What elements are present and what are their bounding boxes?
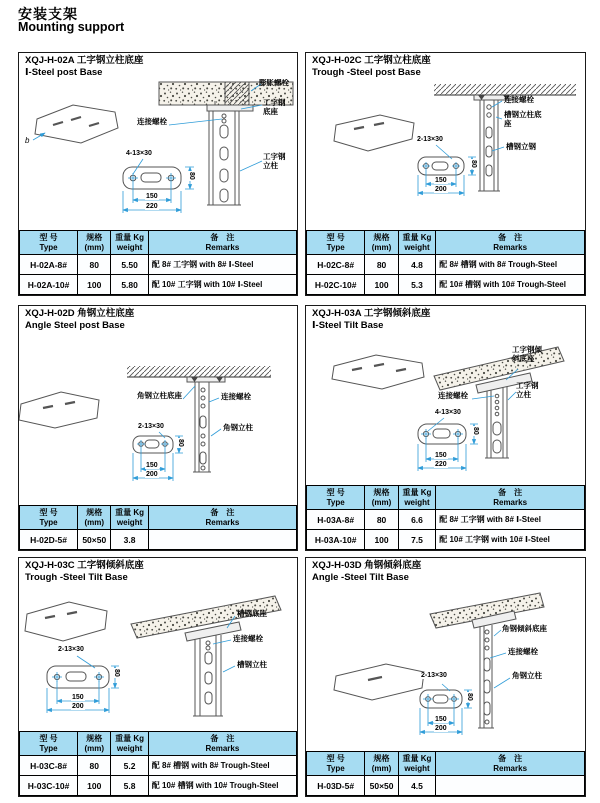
dim-200: 200: [435, 186, 447, 193]
spec-table-02c: [306, 230, 585, 295]
label-connecting-bolt: 连接螺栓: [508, 647, 538, 656]
label-connecting-bolt: 连接螺栓: [233, 634, 263, 643]
col-header-remarks: 备 注 Remarks: [436, 486, 585, 510]
panel-xqj-h-02c: [305, 52, 586, 296]
spec-table-03a: [306, 485, 585, 550]
table-row: H-02C-8# 80 4.8 配 8# 槽钢 with 8# Trough-Steel: [307, 255, 585, 275]
technical-drawing-02c: [306, 79, 585, 233]
label-angle-post: 角钢立柱: [512, 671, 542, 680]
panel-title-zh: XQJ-H-02D 角钢立柱底座: [25, 308, 135, 319]
label-isteel-base: 工字钢底座: [263, 98, 286, 116]
panel-title: [312, 55, 431, 80]
spec-table-02d: [19, 505, 297, 550]
col-header-spec: 规格 (mm): [78, 732, 111, 756]
dim-side: 80: [466, 693, 473, 701]
col-header-type: 型 号 Type: [307, 231, 365, 255]
col-header-spec: 规格 (mm): [78, 506, 111, 530]
col-header-type: 型 号 Type: [20, 231, 78, 255]
panel-title-en: Trough -Steel post Base: [312, 67, 421, 79]
table-row: H-02A-10# 100 5.80 配 10# 工字钢 with 10# Ⅰ-Steel: [20, 275, 297, 295]
page-title-english: Mounting support: [18, 20, 125, 34]
col-header-spec: 规格 (mm): [365, 231, 398, 255]
label-trough-post-base: 槽钢立柱底座: [504, 110, 542, 128]
label-connecting-bolt: 连接螺栓: [137, 117, 167, 126]
col-header-weight: 重量 Kg weight: [111, 506, 148, 530]
panel-title-zh: XQJ-H-03D 角钢倾斜底座: [312, 560, 422, 571]
dim-side: 80: [472, 427, 479, 435]
label-connecting-bolt: 连接螺栓: [438, 391, 468, 400]
dim-holes: 2-13×30: [417, 136, 443, 143]
col-header-spec: 规格 (mm): [365, 486, 398, 510]
table-row: H-02C-10# 100 5.3 配 10# 槽钢 with 10# Trough-Steel: [307, 275, 585, 295]
spec-table-02a: [19, 230, 297, 295]
label-expansion-bolt: 膨胀螺栓: [259, 79, 289, 87]
col-header-spec: 规格 (mm): [78, 231, 111, 255]
page-title-chinese: 安装支架: [18, 6, 78, 22]
col-header-remarks: 备 注 Remarks: [436, 752, 585, 776]
panel-title-zh: XQJ-H-02A 工字钢立柱底座: [25, 55, 144, 66]
dim-side: 80: [188, 172, 195, 180]
col-header-remarks: 备 注 Remarks: [148, 231, 296, 255]
dim-150: 150: [435, 177, 447, 184]
dim-150: 150: [435, 716, 447, 723]
table-row: H-03A-8# 80 6.6 配 8# 工字钢 with 8# Ⅰ-Steel: [307, 510, 585, 530]
drawing-canvas: [19, 332, 297, 508]
dim-220: 220: [146, 203, 158, 210]
col-header-weight: 重量 Kg weight: [111, 231, 148, 255]
col-header-spec: 规格 (mm): [365, 752, 398, 776]
label-trough-post: 槽钢立钢: [506, 142, 536, 151]
panel-title-en: Angle -Steel Tilt Base: [312, 572, 409, 584]
col-header-type: 型 号 Type: [20, 732, 78, 756]
col-header-weight: 重量 Kg weight: [398, 752, 436, 776]
panel-title: [25, 55, 143, 80]
dim-200: 200: [146, 471, 158, 478]
technical-drawing-02d: [19, 332, 297, 508]
col-header-remarks: 备 注 Remarks: [436, 231, 585, 255]
label-isteel-tilt-base: 工字钢倾斜底座: [512, 345, 542, 363]
technical-drawing-03c: [19, 584, 297, 734]
panel-xqj-h-02d: [18, 305, 298, 551]
table-row: H-03A-10# 100 7.5 配 10# 工字钢 with 10# Ⅰ-Steel: [307, 530, 585, 550]
panel-title: [25, 308, 134, 333]
dim-holes: 2-13×30: [138, 423, 164, 430]
dim-150: 150: [146, 462, 158, 469]
table-row: H-03C-8# 80 5.2 配 8# 槽钢 with 8# Trough-Steel: [20, 756, 297, 776]
panel-xqj-h-02a: [18, 52, 298, 296]
dim-holes: 4-13×30: [435, 409, 461, 416]
panel-xqj-h-03a: [305, 305, 586, 551]
col-header-type: 型 号 Type: [307, 486, 365, 510]
panel-title-en: Ⅰ-Steel post Base: [25, 67, 103, 79]
dim-150: 150: [146, 193, 158, 200]
dim-side: 80: [470, 160, 477, 168]
dim-150: 150: [435, 452, 447, 459]
label-connecting-bolt: 连接螺栓: [504, 95, 534, 104]
col-header-remarks: 备 注 Remarks: [148, 506, 296, 530]
panel-xqj-h-03c: [18, 557, 298, 797]
table-row: H-03C-10# 100 5.8 配 10# 槽钢 with 10# Trough-Steel: [20, 776, 297, 796]
panel-title-zh: XQJ-H-03C 工字钢倾斜底座: [25, 560, 144, 571]
technical-drawing-03d: [306, 584, 585, 754]
panel-title-zh: XQJ-H-03A 工字钢倾斜底座: [312, 308, 431, 319]
col-header-weight: 重量 Kg weight: [398, 231, 436, 255]
dim-200: 200: [435, 725, 447, 732]
label-angle-post: 角钢立柱: [223, 423, 253, 432]
dim-holes: 2-13×30: [58, 646, 84, 653]
dim-side: 80: [177, 439, 184, 447]
col-header-remarks: 备 注 Remarks: [148, 732, 296, 756]
label-angle-post-base: 角钢立柱底座: [137, 391, 182, 400]
panel-title-en: Angle Steel post Base: [25, 320, 125, 332]
label-angle-tilt-base: 角钢倾斜底座: [502, 624, 547, 633]
drawing-canvas: [19, 584, 297, 734]
dim-side: 80: [113, 669, 120, 677]
panel-title: [312, 560, 421, 585]
panel-xqj-h-03d: [305, 557, 586, 797]
col-header-weight: 重量 Kg weight: [111, 732, 148, 756]
drawing-canvas: [306, 79, 585, 233]
panel-title: [312, 308, 430, 333]
dim-150: 150: [72, 694, 84, 701]
col-header-type: 型 号 Type: [307, 752, 365, 776]
dim-holes: 4-13×30: [126, 150, 152, 157]
panel-title-en: Ⅰ-Steel Tilt Base: [312, 320, 384, 332]
dim-200: 200: [72, 703, 84, 710]
label-isteel-post: 工字钢立柱: [516, 381, 539, 399]
dim-holes: 2-13×30: [421, 672, 447, 679]
spec-table-03d: [306, 751, 585, 796]
col-header-weight: 重量 Kg weight: [398, 486, 436, 510]
dim-plate-b: b: [25, 136, 30, 145]
dim-220: 220: [435, 461, 447, 468]
spec-table-03c: [19, 731, 297, 796]
technical-drawing-02a: [19, 79, 297, 233]
panel-title-zh: XQJ-H-02C 工字钢立柱底座: [312, 55, 431, 66]
panel-title-en: Trough -Steel Tilt Base: [25, 572, 128, 584]
label-isteel-post: 工字钢立柱: [263, 152, 286, 170]
col-header-type: 型 号 Type: [20, 506, 78, 530]
label-trough-post: 槽钢立柱: [237, 660, 267, 669]
label-trough-base: 槽钢底座: [237, 609, 267, 618]
table-row: H-03D-5# 50×50 4.5: [307, 776, 585, 796]
table-row: H-02D-5# 50×50 3.8: [20, 530, 297, 550]
table-row: H-02A-8# 80 5.50 配 8# 工字钢 with 8# Ⅰ-Steel: [20, 255, 297, 275]
label-connecting-bolt: 连接螺栓: [221, 392, 251, 401]
technical-drawing-03a: [306, 332, 585, 488]
panel-title: [25, 560, 144, 585]
